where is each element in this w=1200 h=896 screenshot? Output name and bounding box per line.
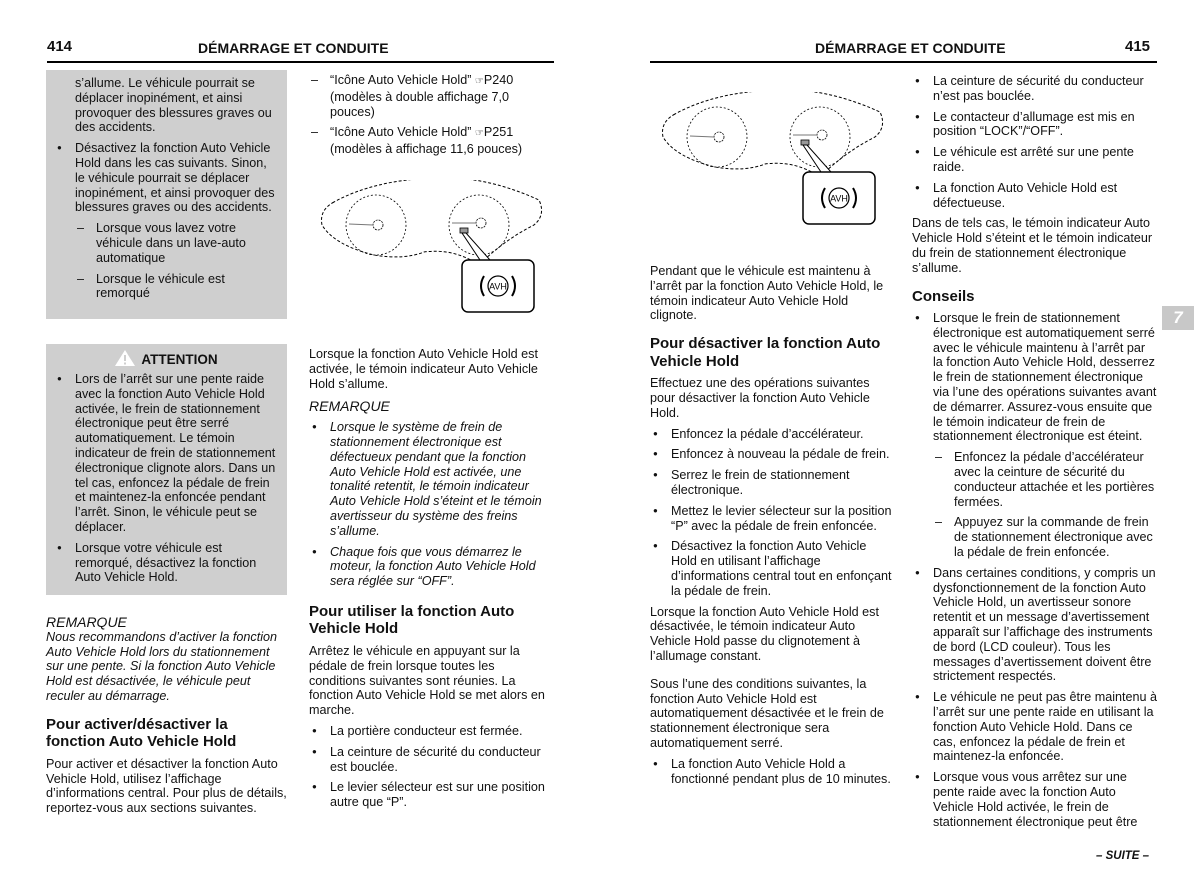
section-heading-deactivate: Pour désactiver la fonction Auto Vehicle Hold [650, 335, 881, 370]
instrument-cluster-figure-left [314, 180, 554, 320]
section-text-activate: Pour activer et désactiver la fonction Auto Vehicle Hold, utilisez l’affichage d’informations central. Pour plus de détails, reportez-vous aux sections suivantes. [46, 756, 287, 816]
callout-pointer [462, 233, 490, 260]
remarque-title: REMARQUE [309, 398, 390, 415]
avh-indicator-location [801, 140, 809, 145]
attention-title: ATTENTION [141, 352, 218, 367]
such-cases-paragraph: Dans de tels cas, le témoin indicateur Auto Vehicle Hold s’éteint et le témoin indicateur du frein de stationnement électronique s’allume. [912, 216, 1153, 275]
condition-bullet: ● La ceinture de sécurité du conducteur est bouclée. [309, 745, 554, 775]
reference-hand-icon: ☞ [474, 76, 484, 87]
warning-triangle-icon [115, 350, 135, 366]
chapter-tab[interactable]: 7 [1162, 306, 1194, 330]
warning-cont-text: s’allume. Le véhicule pourrait se déplacer inopinément, et ainsi provoquer des blessures graves ou des accidents. [75, 76, 272, 135]
dash-marker: – [77, 221, 85, 236]
reference-hand-icon: ☞ [474, 128, 484, 140]
header-title-right: DÉMARRAGE ET CONDUITE [815, 40, 1006, 56]
remarque-block [46, 615, 287, 704]
remarque-bullet: ● Lorsque le système de frein de stationnement électronique est défectueux pendant que la fonction Auto Vehicle Hold est activée, une tonalité retentit, le témoin indicateur Auto Vehicle Hold s’éteint et le témoin avertisseur du système des freins s’allume. [309, 420, 554, 538]
reference-item: – “Icône Auto Vehicle Hold” ☞P251 (modèles à affichage 11,6 pouces) [311, 125, 523, 157]
conseils-bullet: ● Dans certaines conditions, y compris un dysfonctionnement de la fonction Auto Vehicle Hold, un avertisseur sonore retentit et un message d’avertissement apparaît sur l’affichage des instruments de bord (LCD couleur). Tous les messages d’avertissement doivent être strictement respectés. [912, 566, 1158, 684]
header-title-left: DÉMARRAGE ET CONDUITE [198, 40, 389, 56]
page-number-right: 415 [1125, 38, 1151, 55]
left-col-2-lower [309, 347, 554, 810]
right-col-1 [650, 264, 895, 786]
auto-deactivate-paragraph: Sous l’une des conditions suivantes, la fonction Auto Vehicle Hold est automatiquement désactivée et le frein de stationnement électronique sera automatiquement serré. [650, 676, 884, 750]
needle-hub-left [373, 220, 383, 230]
conseils-dash-list [912, 450, 1158, 560]
dash-marker: – [935, 515, 943, 530]
avh-icon-label: AVH [489, 281, 507, 292]
remarque-title: REMARQUE [46, 614, 127, 630]
attention-box [46, 344, 287, 595]
needle-hub-right [817, 130, 827, 140]
deactivate-bullet: ● Enfoncez à nouveau la pédale de frein. [650, 447, 895, 462]
avh-indicator-location [460, 228, 468, 233]
warning-continuation-box [46, 70, 287, 319]
section-heading-use: Pour utiliser la fonction Auto Vehicle Hold [309, 602, 515, 638]
conseils-bullet: ● Le véhicule ne peut pas être maintenu à l’arrêt sur une pente raide en utilisant la fonction Auto Vehicle Hold. Dans ce cas, enfoncez la pédale de frein et maintenez-la enfoncée. [912, 690, 1158, 764]
avh-on-paragraph: Lorsque la fonction Auto Vehicle Hold est activée, le témoin indicateur Auto Vehicle Hold s’allume. [309, 347, 538, 391]
remarque-bullet: ● Chaque fois que vous démarrez le moteur, la fonction Auto Vehicle Hold sera réglée sur “OFF”. [309, 545, 554, 589]
reference-item: – “Icône Auto Vehicle Hold” ☞P240 (modèles à double affichage 7,0 pouces) [311, 73, 514, 119]
needle-hub-left [714, 132, 724, 142]
remarque-text: Nous recommandons d’activer la fonction Auto Vehicle Hold lors du stationnement sur une pente. Si la fonction Auto Vehicle Hold est désactivée, le véhicule peut reculer au démarrage. [46, 629, 277, 703]
attention-header [54, 344, 279, 366]
conseils-dash-item: – Enfoncez la pédale d’accélérateur avec la ceinture de sécurité du conducteur attachée et les portières fermées. [935, 450, 1155, 509]
page-number-left: 414 [47, 38, 73, 55]
condition-bullet: ● Le véhicule est arrêté sur une pente raide. [912, 145, 1158, 175]
deactivate-bullet: ● Mettez le levier sélecteur sur la position “P” avec la pédale de frein enfoncée. [650, 504, 895, 534]
warning-dash-item: – Lorsque vous lavez votre véhicule dans un lave-auto automatique [77, 221, 246, 265]
dash-marker: – [311, 125, 319, 140]
section-text-use: Arrêtez le véhicule en appuyant sur la pédale de frein lorsque toutes les conditions suivantes sont réunies. La fonction Auto Vehicle Hold se met alors en marche. [309, 643, 545, 718]
attention-bullet: ● Lors de l’arrêt sur une pente raide avec la fonction Auto Vehicle Hold activée, le frein de stationnement électronique peut être serré automatiquement. Le témoin indicateur de frein de stationnement électronique clignote alors. Dans un tel cas, enfoncez la pédale de frein et maintenez-la enfoncée pendant l’arrêt. Sinon, le véhicule peut se déplacer. [54, 372, 279, 535]
conseils-bullet: ● Lorsque le frein de stationnement électronique est automatiquement serré avec le véhicule maintenu à l’arrêt par la fonction Auto Vehicle Hold, desserrez le frein de stationnement électronique via l’une des opérations suivantes avant de démarrer. Assurez-vous ensuite que le témoin indicateur de frein de stationnement électronique est éteint. [912, 311, 1158, 444]
dash-marker: – [935, 450, 943, 465]
conseils-heading: Conseils [912, 287, 975, 305]
warning-dash-item: – Lorsque le véhicule est remorqué [77, 271, 225, 301]
condition-bullet: ● Le contacteur d’allumage est mis en position “LOCK”/“OFF”. [912, 110, 1158, 140]
callout-pointer [803, 145, 831, 172]
section-text-deactivate: Effectuez une des opérations suivantes pour désactiver la fonction Auto Vehicle Hold. [650, 376, 870, 420]
deactivate-bullet: ● Serrez le frein de stationnement électronique. [650, 468, 895, 498]
left-col-2 [309, 73, 554, 157]
condition-bullet: ● La ceinture de sécurité du conducteur n’est pas bouclée. [912, 74, 1158, 104]
reference-page-link[interactable]: P240 [483, 73, 514, 87]
warning-cont-bullet: ● Désactivez la fonction Auto Vehicle Hold dans les cas suivants. Sinon, le véhicule pourrait se déplacer inopinément, et ainsi provoquer des blessures graves ou des accidents. [54, 141, 279, 215]
instrument-cluster-figure-right [655, 92, 895, 232]
avh-icon-label: AVH [830, 193, 848, 204]
deactivate-bullet: ● Enfoncez la pédale d’accélérateur. [650, 427, 895, 442]
dash-marker: – [77, 271, 85, 286]
avh-hold-paragraph: Pendant que le véhicule est maintenu à l’arrêt par la fonction Auto Vehicle Hold, le témoin indicateur Auto Vehicle Hold clignote. [650, 264, 884, 323]
header-rule-left [47, 61, 554, 63]
header-rule-right [650, 61, 1157, 63]
reference-page-link[interactable]: P251 [483, 125, 514, 140]
continued-marker: – SUITE – [1096, 850, 1150, 862]
auto-deactivate-bullet: ● La fonction Auto Vehicle Hold a fonctionné pendant plus de 10 minutes. [650, 757, 895, 787]
deactivate-bullet: ● Désactivez la fonction Auto Vehicle Hold en utilisant l’affichage d’informations central tout en enfonçant la pédale de frein. [650, 539, 895, 598]
needle-left [690, 136, 714, 137]
warning-dash-list [54, 221, 279, 301]
dash-marker: – [311, 73, 319, 87]
needle-hub-right [476, 218, 486, 228]
condition-bullet: ● Le levier sélecteur est sur une position autre que “P”. [309, 780, 554, 810]
right-col-2 [912, 74, 1158, 829]
conseils-dash-item: – Appuyez sur la commande de frein de stationnement électronique avec la pédale de frein enfoncée. [935, 515, 1153, 560]
left-col-1 [46, 70, 287, 816]
deactivated-paragraph: Lorsque la fonction Auto Vehicle Hold est désactivée, le témoin indicateur Auto Vehicle Hold passe du clignotement à l’allumage constant. [650, 604, 879, 663]
condition-bullet: ● La fonction Auto Vehicle Hold est défectueuse. [912, 181, 1158, 211]
attention-bullet: ● Lorsque votre véhicule est remorqué, désactivez la fonction Auto Vehicle Hold. [54, 541, 279, 585]
needle-left [349, 224, 373, 225]
condition-bullet: ● La portière conducteur est fermée. [309, 724, 554, 739]
conseils-bullet: ● Lorsque vous vous arrêtez sur une pente raide avec la fonction Auto Vehicle Hold activée, le frein de stationnement électronique peut être [912, 770, 1158, 829]
section-heading-activate: Pour activer/désactiver la fonction Auto Vehicle Hold [46, 715, 237, 751]
